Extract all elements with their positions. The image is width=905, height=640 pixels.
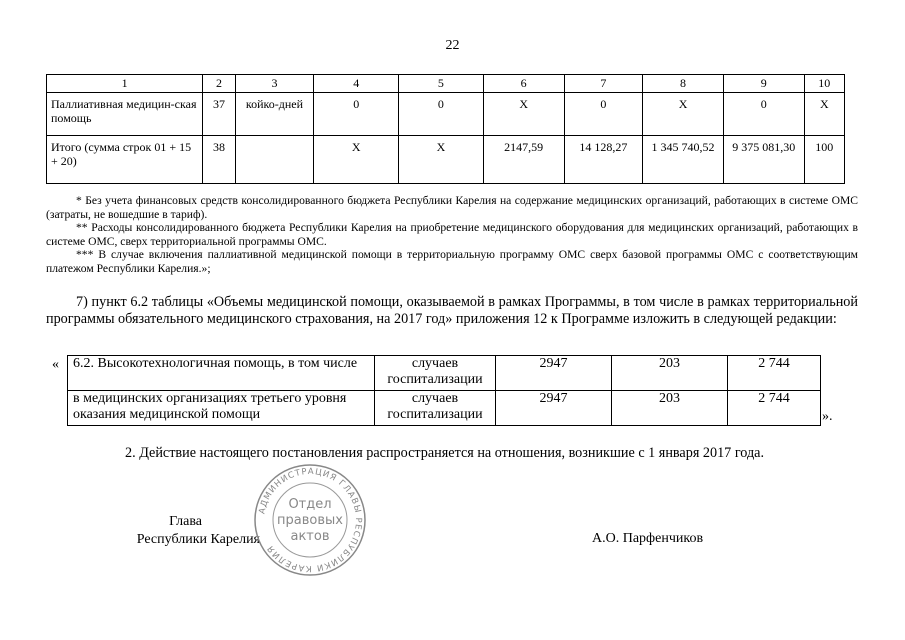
table-cell: 203 [612, 391, 728, 426]
signature-title-line1: Глава [169, 514, 202, 529]
header-cell: 8 [643, 75, 724, 93]
footnote-3: *** В случае включения паллиативной медицинской помощи в территориальную программу ОМС сверх базовой программы ОМС с соответствующим платежом Республики Карелия.»; [46, 248, 858, 275]
table-cell: 37 [203, 93, 235, 136]
table-cell: 100 [804, 136, 844, 184]
table-cell: 14 128,27 [564, 136, 643, 184]
unit-cell: случаев госпитализации [375, 356, 496, 391]
header-cell: 9 [723, 75, 804, 93]
stamp-line-2: правовых [277, 513, 343, 528]
footnote-1: * Без учета финансовых средств консолидированного бюджета Республики Карелия на содержание медицинских организаций, работающих в системе ОМС (затраты, не вошедшие в тариф). [46, 194, 858, 221]
official-stamp [252, 462, 368, 578]
signatory-name: А.О. Парфенчиков [592, 531, 704, 546]
row-name-cell: Паллиативная медицин-ская помощь [47, 93, 203, 136]
stamp-ring-text: АДМИНИСТРАЦИЯ ГЛАВЫ РЕСПУБЛИКИ КАРЕЛИЯ [257, 466, 364, 574]
footnotes [46, 194, 858, 276]
table-cell: 2947 [496, 391, 612, 426]
table-row [68, 391, 821, 426]
signature-title-line2: Республики Карелия [136, 532, 260, 547]
table-cell: X [643, 93, 724, 136]
table-cell [235, 136, 314, 184]
table-row [47, 136, 845, 184]
table-header-row [47, 75, 845, 93]
amendment-paragraph [46, 294, 858, 328]
table-cell: 0 [564, 93, 643, 136]
table-cell: койко-дней [235, 93, 314, 136]
header-cell: 10 [804, 75, 844, 93]
table-cell: 2 744 [728, 356, 821, 391]
header-cell: 6 [483, 75, 564, 93]
stamp-line-1: Отдел [288, 497, 332, 512]
table-cell: 9 375 081,30 [723, 136, 804, 184]
header-cell: 5 [399, 75, 484, 93]
table-cell: 0 [399, 93, 484, 136]
unit-cell: случаев госпитализации [375, 391, 496, 426]
stamp-line-3: актов [290, 529, 330, 544]
header-cell: 3 [235, 75, 314, 93]
page-number: 22 [445, 38, 460, 53]
table-row [47, 93, 845, 136]
table-cell: X [483, 93, 564, 136]
table-cell: 2147,59 [483, 136, 564, 184]
row-name-cell: 6.2. Высокотехнологичная помощь, в том числе [68, 356, 375, 391]
table-cell: 2 744 [728, 391, 821, 426]
header-cell: 1 [47, 75, 203, 93]
row-name-cell: Итого (сумма строк 01 + 15 + 20) [47, 136, 203, 184]
table-row [68, 356, 821, 391]
table-cell: 0 [723, 93, 804, 136]
replacement-table [67, 355, 821, 426]
table-cell: 203 [612, 356, 728, 391]
quote-close: ». [822, 409, 833, 424]
row-name-cell: в медицинских организациях третьего уровня оказания медицинской помощи [68, 391, 375, 426]
quote-open: « [52, 357, 59, 372]
table-cell: X [314, 136, 399, 184]
volume-table [46, 74, 845, 184]
header-cell: 4 [314, 75, 399, 93]
stamp-graphic [252, 462, 368, 578]
amendment-text: 7) пункт 6.2 таблицы «Объемы медицинской помощи, оказываемой в рамках Программы, в том числе в рамках территориальной программы обязательного медицинского страхования, на 2017 год» приложения 12 к Программе изложить в следующей редакции: [46, 294, 858, 327]
footnote-2: ** Расходы консолидированного бюджета Республики Карелия на приобретение медицинского оборудования для медицинских организаций, работающих в системе ОМС, сверх территориальной программы ОМС. [46, 221, 858, 248]
signature-title [120, 513, 260, 549]
table-cell: 38 [203, 136, 235, 184]
table-cell: X [804, 93, 844, 136]
header-cell: 2 [203, 75, 235, 93]
table-cell: X [399, 136, 484, 184]
table-cell: 1 345 740,52 [643, 136, 724, 184]
header-cell: 7 [564, 75, 643, 93]
table-cell: 0 [314, 93, 399, 136]
effective-date-paragraph: 2. Действие настоящего постановления распространяется на отношения, возникшие с 1 января 2017 года. [125, 445, 765, 461]
table-cell: 2947 [496, 356, 612, 391]
